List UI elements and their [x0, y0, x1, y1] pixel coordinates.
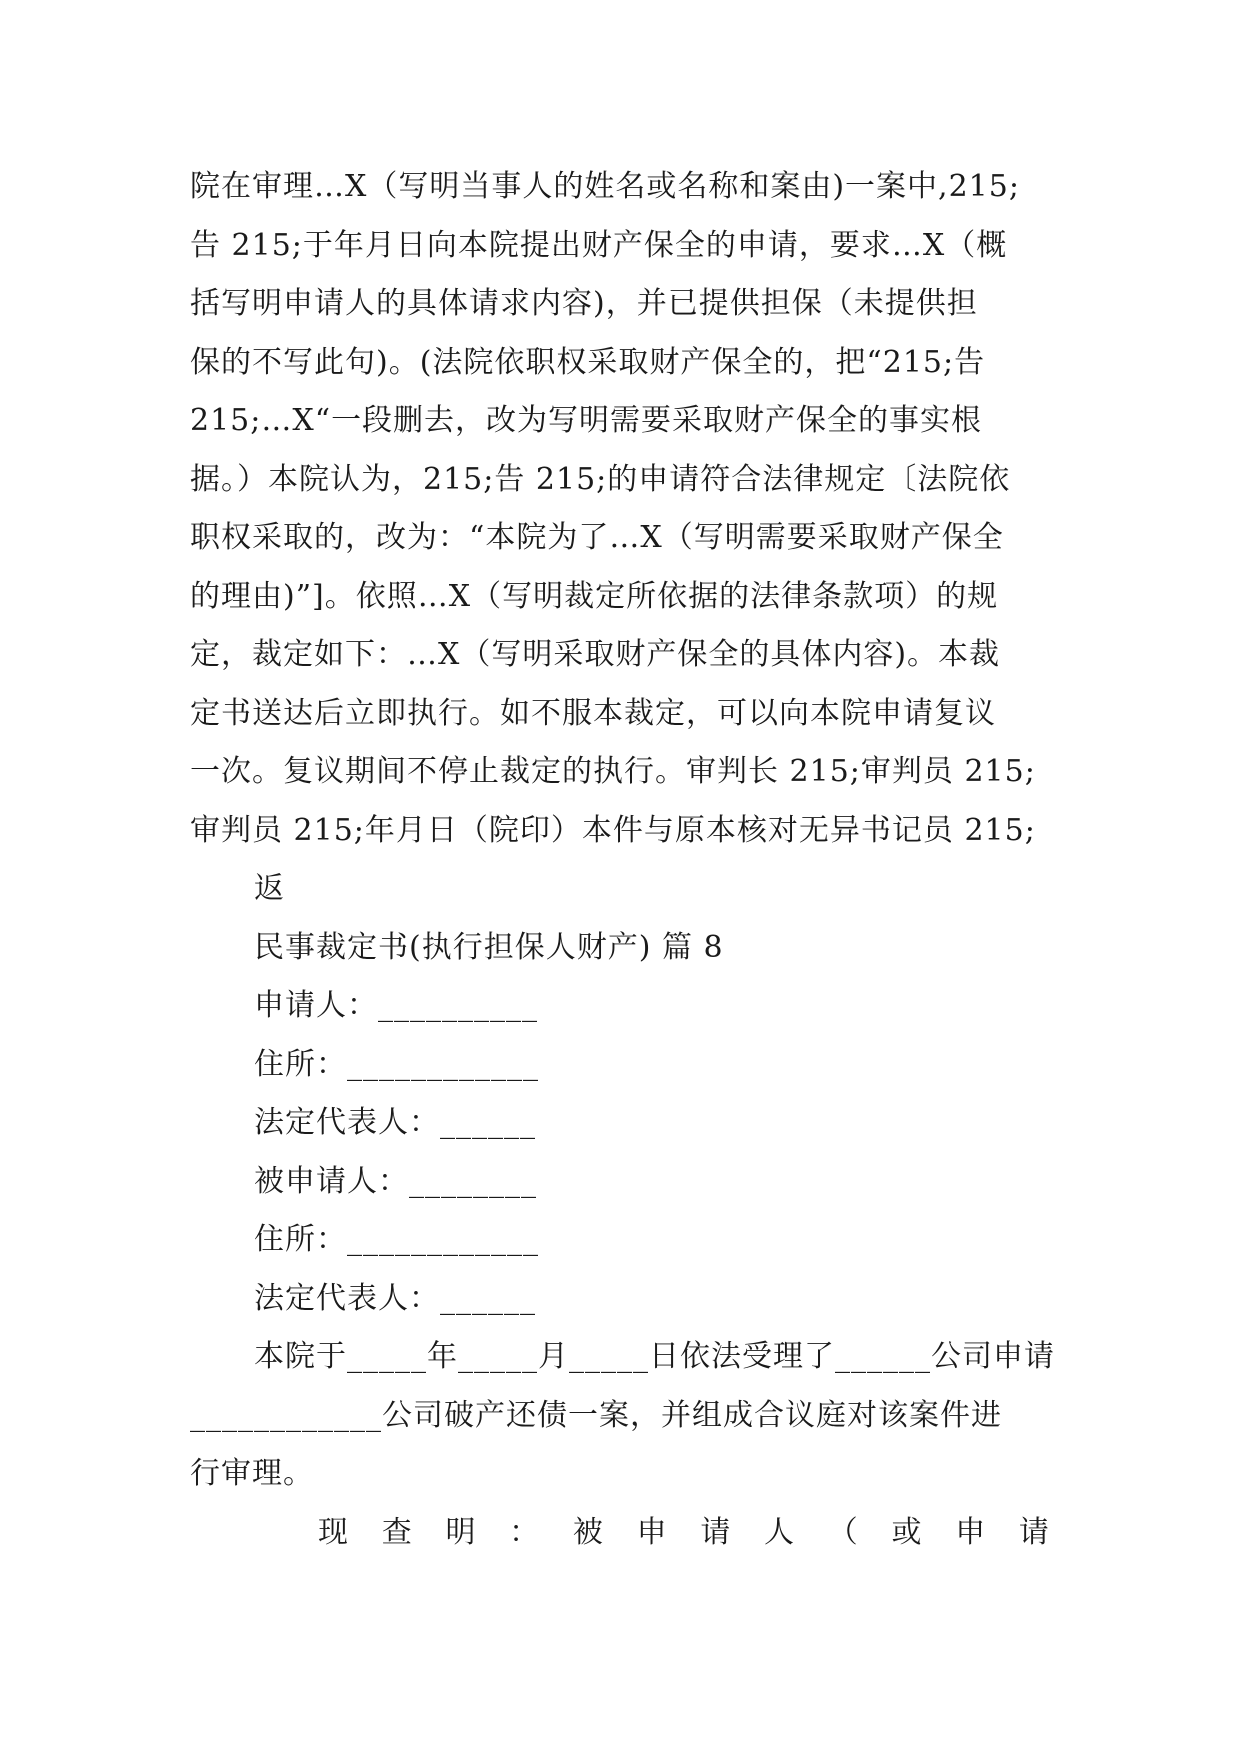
- field-legal-representative: 法定代表人：______: [254, 1105, 536, 1140]
- spaced-char: 被: [572, 1514, 604, 1550]
- spaced-char: ：: [509, 1514, 541, 1550]
- spaced-char: 请: [1018, 1514, 1050, 1550]
- text-line: 定书送达后立即执行。如不服本裁定，可以向本院申请复议: [190, 695, 996, 731]
- spaced-char: 或: [891, 1514, 923, 1550]
- text-line: 保的不写此句)。(法院依职权采取财产保全的，把“215;告: [190, 344, 986, 380]
- spaced-char: （: [827, 1514, 859, 1550]
- back-label: 返: [254, 871, 285, 906]
- spaced-char: 申: [636, 1514, 668, 1550]
- field-respondent: 被申请人：________: [254, 1163, 537, 1199]
- text-line: 告 215;于年月日向本院提出财产保全的申请，要求…X（概: [190, 227, 1008, 263]
- text-line: 的理由)”]。依照…X（写明裁定所依据的法律条款项）的规: [190, 578, 999, 614]
- text-line: 职权采取的，改为：“本院为了…X（写明需要采取财产保全: [190, 520, 1004, 555]
- text-line: ____________公司破产还债一案，并组成合议庭对该案件进: [190, 1397, 1002, 1433]
- field-respondent-legal-representative: 法定代表人：______: [254, 1280, 536, 1316]
- text-line: 审判员 215;年月日（院印）本件与原本核对无异书记员 215;: [190, 812, 1036, 848]
- document-body: [190, 158, 1055, 1562]
- spaced-text-line: [190, 1504, 1050, 1563]
- text-line: 院在审理…X（写明当事人的姓名或名称和案由)一案中,215;: [190, 169, 1020, 204]
- spaced-char: 查: [381, 1514, 413, 1550]
- field-address: 住所：____________: [254, 1046, 539, 1082]
- spaced-char: 请: [700, 1514, 732, 1550]
- spaced-char: 人: [764, 1514, 796, 1550]
- text-line: 215;…X“一段删去，改为写明需要采取财产保全的事实根: [190, 403, 983, 438]
- text-line: 一次。复议期间不停止裁定的执行。审判长 215;审判员 215;: [190, 754, 1036, 789]
- section-title: 民事裁定书(执行担保人财产) 篇 8: [254, 929, 724, 965]
- spaced-char: 明: [445, 1514, 477, 1550]
- field-respondent-address: 住所：____________: [254, 1222, 539, 1257]
- text-line: 括写明申请人的具体请求内容)，并已提供担保（未提供担: [190, 286, 978, 321]
- text-line: 行审理。: [190, 1456, 314, 1491]
- text-line: 本院于_____年_____月_____日依法受理了______公司申请: [254, 1339, 1055, 1374]
- text-line: 据。）本院认为，215;告 215;的申请符合法律规定〔法院依: [190, 461, 1011, 497]
- text-line: 定，裁定如下：…X（写明采取财产保全的具体内容)。本裁: [190, 637, 1001, 672]
- spaced-char: 现: [318, 1514, 349, 1550]
- spaced-char: 申: [955, 1514, 987, 1550]
- field-applicant: 申请人：__________: [254, 988, 538, 1023]
